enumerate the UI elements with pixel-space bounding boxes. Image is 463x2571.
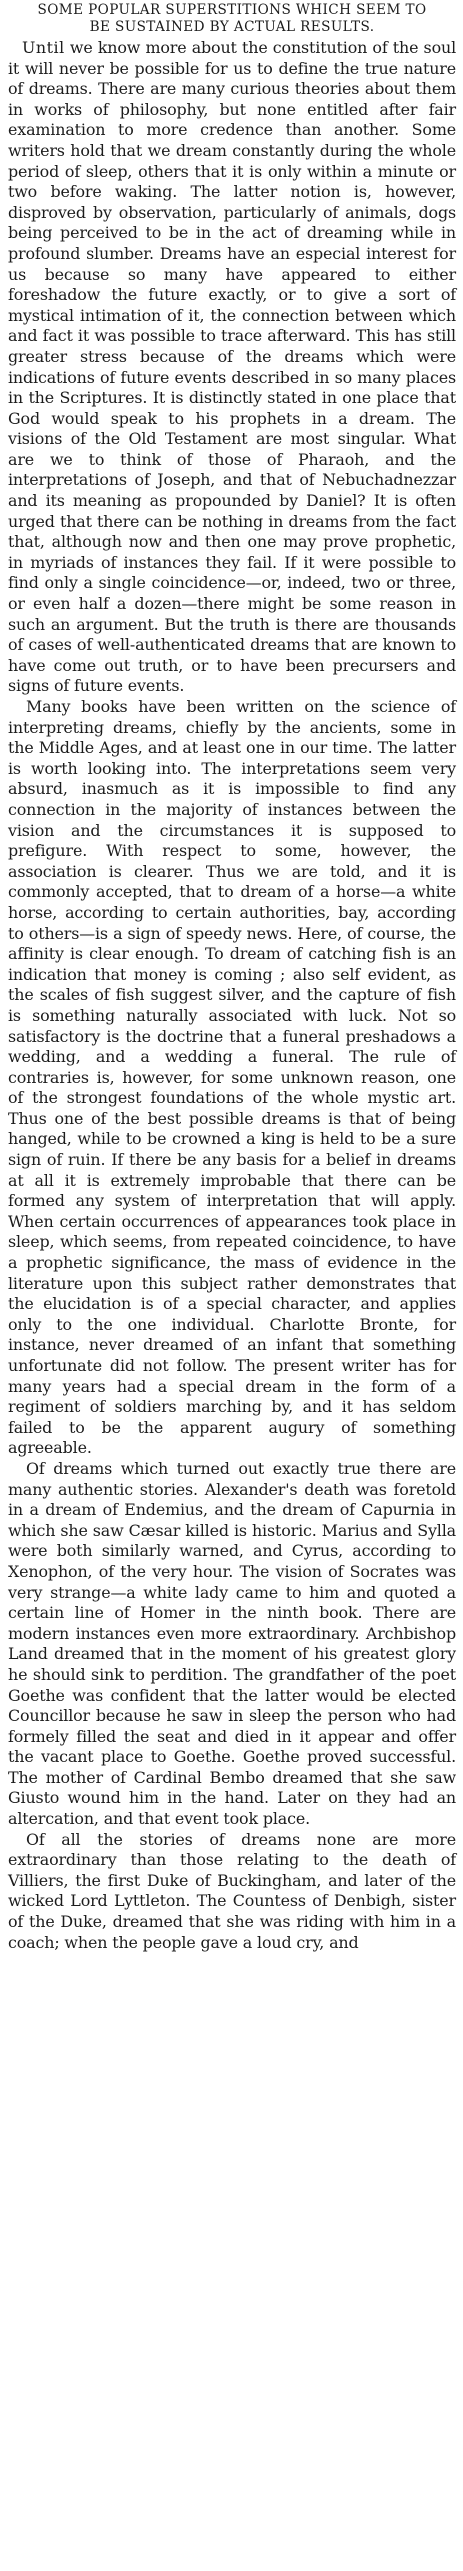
paragraph-1 [8, 38, 456, 697]
paragraph-3: Of dreams which turned out exactly true there are many authentic stories. Alexander's death was foretold in a dream of Endemius, and the dream of Capurnia in which she saw Cæsar killed is historic. Marius and Sylla were both similarly warned, and Cyrus, according to Xenophon, of the very hour. The vision of Socrates was very strange—a white lady came to him and quoted a certain line of Homer in the ninth book. There are modern instances even more extraordinary. Archbishop Land dreamed that in the moment of his greatest glory he should sink to perdition. The grandfather of the poet Goethe was confident that the latter would be elected Councillor because he saw in sleep the person who had formely filled the seat and died in it appear and offer the vacant place to Goethe. Goethe proved successful. The mother of Cardinal Bembo dreamed that she saw Giusto wound him in the hand. Later on they had an altercation, and that event took place. [8, 1458, 456, 1829]
paragraph-1-body: we know more about the constitution of the soul it will never be possible for us to define the true nature of dreams. There are many curious theories about them in works of philosophy, but none entitled after fair examination to more credence than another. Some writers hold that we dream constantly during the whole period of sleep, others that it is only within a minute or two before waking. The latter notion is, however, disproved by observation, particularly of animals, dogs being perceived to be in the act of dreaming while in profound slumber. Dreams have an especial interest for us because so many have appeared to either foreshadow the future exactly, or to give a sort of mystical intimation of it, the connection between which and fact it was possible to trace afterward. This has still greater stress because of the dreams which were indications of future events described in so many places in the Scriptures. It is distinctly stated in one place that God would speak to his prophets in a dream. The visions of the Old Testament are most singular. What are we to think of those of Pharaoh, and the interpretations of Joseph, and that of Nebuchadnezzar and its meaning as propounded by Daniel? It is often urged that there can be nothing in dreams from the fact that, although now and then one may prove prophetic, in myriads of instances they fail. If it were possible to find only a single coincidence—or, indeed, two or three, or even half a dozen—there might be some reason in such an argument. But the truth is there are thousands of cases of well-authenticated dreams that are known to have come out truth, or to have been precursers and signs of future events. [8, 38, 456, 696]
paragraph-2: Many books have been written on the science of interpreting dreams, chiefly by the ancients, some in the Middle Ages, and at least one in our time. The latter is worth looking into. The interpretations seem very absurd, inasmuch as it is impossible to find any connection in the majority of instances between the vision and the circumstances it is supposed to prefigure. With respect to some, however, the association is clearer. Thus we are told, and it is commonly accepted, that to dream of a horse—a white horse, according to certain authorities, bay, according to others—is a sign of speedy news. Here, of course, the affinity is clear enough. To dream of catching fish is an indication that money is coming ; also self evident, as the scales of fish suggest silver, and the capture of fish is something naturally associated with luck. Not so satisfactory is the doctrine that a funeral preshadows a wedding, and a wedding a funeral. The rule of contraries is, however, for some unknown reason, one of the strongest foundations of the whole mystic art. Thus one of the best possible dreams is that of being hanged, while to be crowned a king is held to be a sure sign of ruin. If there be any basis for a belief in dreams at all it is extremely improbable that there can be formed any system of interpretation that will apply. When certain occurrences of appearances took place in sleep, which seems, from repeated coincidence, to have a prophetic significance, the mass of evidence in the literature upon this subject rather demonstrates that the elucidation is of a special character, and applies only to the one individual. Charlotte Bronte, for instance, never dreamed of an infant that something unfortunate did not follow. The present writer has for many years had a special dream in the form of a regiment of soldiers marching by, and it has seldom failed to be the apparent augury of something agreeable. [8, 697, 456, 1458]
paragraph-4: Of all the stories of dreams none are more extraordinary than those relating to the death of Villiers, the first Duke of Buckingham, and later of the wicked Lord Lyttleton. The Countess of Denbigh, sister of the Duke, dreamed that she was riding with him in a coach; when the people gave a loud cry, and [8, 1829, 456, 1952]
lead-first-word: Until [22, 38, 65, 57]
headline-line-2: BE SUSTAINED BY ACTUAL RESULTS. [89, 19, 375, 35]
headline-line-1: SOME POPULAR SUPERSTITIONS WHICH SEEM TO [37, 2, 427, 18]
article-headline [8, 2, 456, 36]
